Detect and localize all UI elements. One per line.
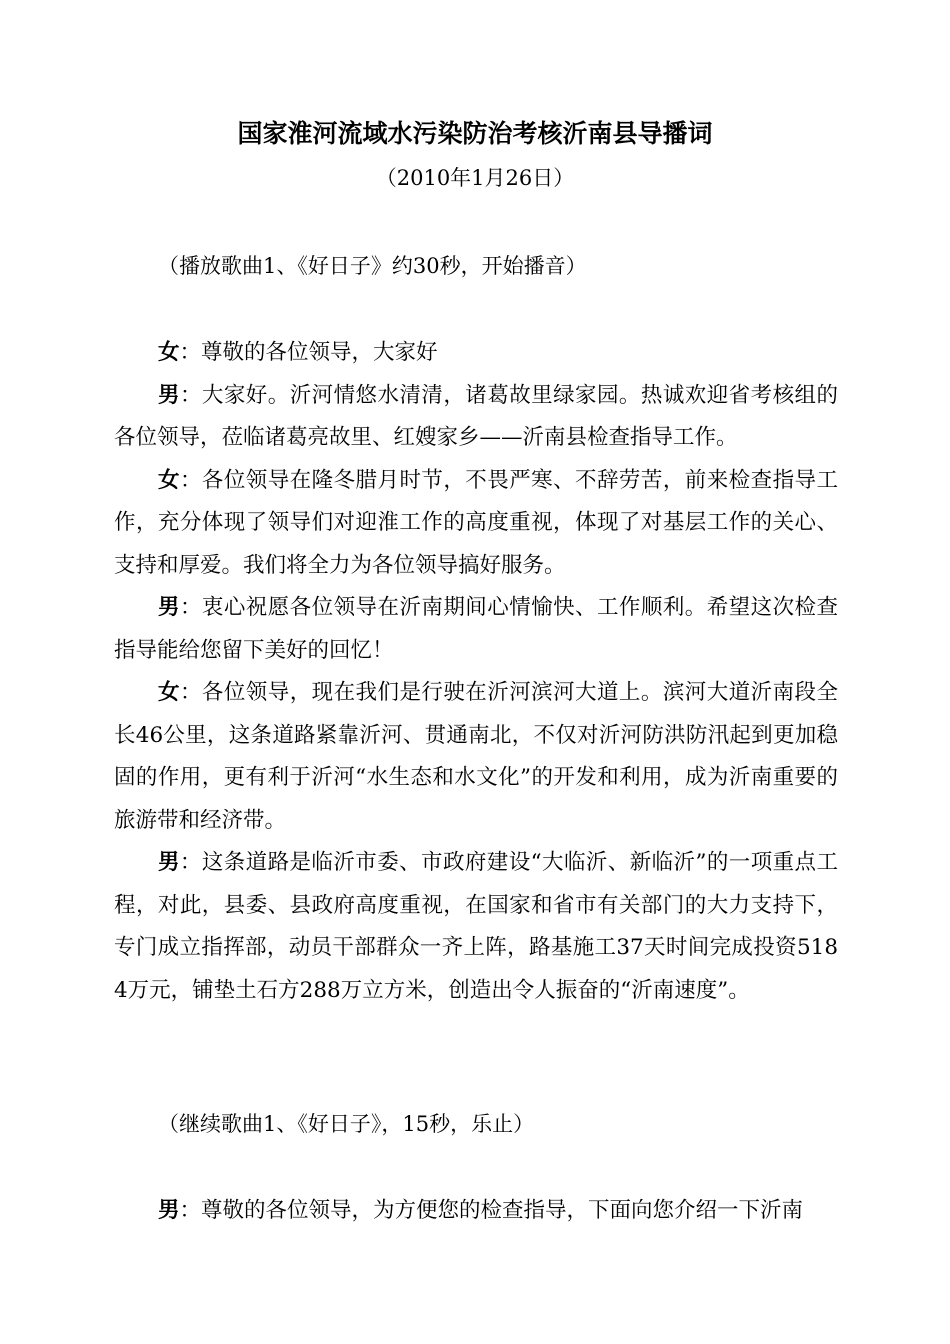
dialogue-text: ：衷心祝愿各位领导在沂南期间心情愉快、工作顺利。希望这次检查指导能给您留下美好的回忆！ xyxy=(114,595,838,663)
dialogue-line xyxy=(114,1190,838,1233)
speaker-label: 女 xyxy=(158,340,180,365)
stage-note-open: （播放歌曲1、《好日子》约30秒，开始播音） xyxy=(158,254,587,278)
document-date: （2010年1月26日） xyxy=(375,166,575,190)
dialogue-text: ：这条道路是临沂市委、市政府建设“大临沂、新临沂”的一项重点工程，对此，县委、县政府高度重视，在国家和省市有关部门的大力支持下，专门成立指挥部，动员干部群众一齐上阵，路基施工37天时间完成投资5184万元，铺垫土石方288万立方米，创造出令人振奋的“沂南速度”。 xyxy=(114,850,838,1003)
dialogue-line xyxy=(114,460,838,588)
speaker-label: 男 xyxy=(158,595,180,620)
dialogue-line xyxy=(114,842,838,1012)
dialogue-line xyxy=(114,672,838,842)
speaker-label: 女 xyxy=(158,680,180,705)
dialogue-text: ：尊敬的各位领导，大家好 xyxy=(179,340,438,365)
dialogue-line xyxy=(114,375,838,460)
dialogue-section-2 xyxy=(114,1190,838,1233)
stage-note-continue: （继续歌曲1、《好日子》，15秒，乐止） xyxy=(158,1112,535,1136)
speaker-label: 女 xyxy=(158,467,180,493)
dialogue-section-1 xyxy=(114,332,838,1012)
document-title: 国家淮河流域水污染防治考核沂南县导播词 xyxy=(237,119,713,148)
dialogue-text: ：各位领导在隆冬腊月时节，不畏严寒、不辞劳苦，前来检查指导工作，充分体现了领导们对迎淮工作的高度重视，体现了对基层工作的关心、支持和厚爱。我们将全力为各位领导搞好服务。 xyxy=(114,467,838,578)
dialogue-line xyxy=(114,332,838,375)
speaker-label: 男 xyxy=(158,1198,180,1223)
dialogue-text: ：尊敬的各位领导，为方便您的检查指导，下面向您介绍一下沂南 xyxy=(179,1198,804,1223)
dialogue-text: ：大家好。沂河情悠水清清，诸葛故里绿家园。热诚欢迎省考核组的各位领导，莅临诸葛亮故里、红嫂家乡——沂南县检查指导工作。 xyxy=(114,382,838,450)
speaker-label: 男 xyxy=(158,382,180,408)
speaker-label: 男 xyxy=(158,850,180,875)
dialogue-text: ：各位领导，现在我们是行驶在沂河滨河大道上。滨河大道沂南段全长46公里，这条道路紧靠沂河、贯通南北，不仅对沂河防洪防汛起到更加稳固的作用，更有利于沂河“水生态和水文化”的开发和利用，成为沂南重要的旅游带和经济带。 xyxy=(114,680,838,833)
dialogue-line xyxy=(114,587,838,672)
